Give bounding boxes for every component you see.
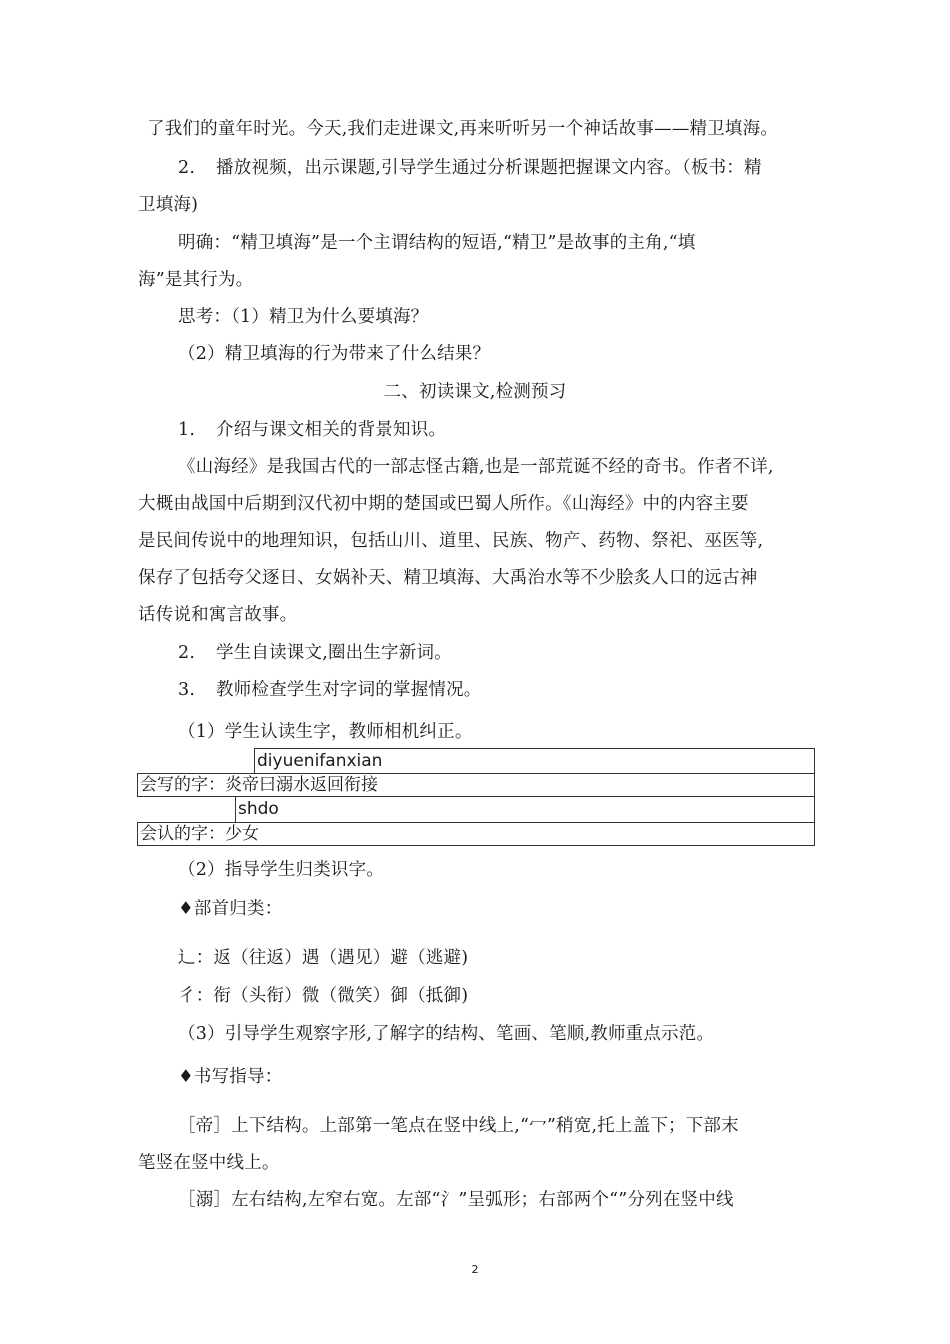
text-line: 思考：（1）精卫为什么要填海？	[178, 307, 429, 327]
list-text: 学生自读课文,圈出生字新词。	[216, 643, 452, 663]
text-line: 明确：“精卫填海”是一个主谓结构的短语,“精卫”是故事的主角,“填	[178, 233, 696, 253]
text-line: 大概由战国中后期到汉代初中期的楚国或巴蜀人所作。《山海经》中的内容主要	[138, 494, 749, 514]
text-line: （2）精卫填海的行为带来了什么结果？	[178, 344, 491, 364]
text-line: ［帝］上下结构。上部第一笔点在竖中线上,“冖”稍宽,托上盖下；下部末	[178, 1116, 739, 1136]
list-number: 3.	[178, 680, 196, 700]
text-line: 笔竖在竖中线上。	[138, 1153, 280, 1173]
text-line: 海”是其行为。	[138, 270, 254, 290]
subheading: ♦部首归类：	[178, 899, 283, 919]
numbered-line	[178, 642, 452, 664]
text-line: 辶：返（往返）遇（遇见）避（逃避)	[178, 948, 469, 968]
write-chars-text: 会写的字：炎帝曰溺水返回衔接	[140, 775, 378, 795]
list-text: 播放视频，出示课题,引导学生通过分析课题把握课文内容。（板书：精	[216, 158, 762, 178]
text-line: 《山海经》是我国古代的一部志怪古籍,也是一部荒诞不经的奇书。作者不详,	[178, 457, 774, 477]
text-line: ［溺］左右结构,左窄右宽。左部“氵”呈弧形；右部两个“”分列在竖中线	[178, 1190, 734, 1210]
text-line: （2）指导学生归类识字。	[178, 860, 385, 880]
section-heading: 二、初读课文,检测预习	[383, 382, 567, 402]
read-chars-text: 会认的字：少女	[140, 824, 259, 844]
text-line: （1）学生认读生字，教师相机纠正。	[178, 722, 473, 742]
list-text: 教师检查学生对字词的掌握情况。	[216, 680, 482, 700]
pinyin-text: diyuenifanxian	[257, 751, 383, 771]
numbered-line	[178, 419, 446, 441]
numbered-line	[178, 157, 762, 179]
pinyin-text: shdo	[238, 799, 279, 819]
numbered-line	[178, 679, 482, 701]
pinyin-row	[254, 748, 815, 773]
read-chars-row	[137, 822, 815, 846]
subheading: ♦书写指导：	[178, 1067, 283, 1087]
pinyin-row	[235, 797, 815, 822]
list-number: 2.	[178, 158, 196, 178]
text-line: 彳：衔（头衔）微（微笑）御（抵御)	[178, 986, 469, 1006]
page-number: 2	[471, 1263, 479, 1276]
text-line: 话传说和寓言故事。	[138, 605, 298, 625]
list-number: 1.	[178, 420, 196, 440]
text-line: 了我们的童年时光。今天,我们走进课文,再来听听另一个神话故事——精卫填海。	[147, 119, 779, 139]
list-text: 介绍与课文相关的背景知识。	[216, 420, 447, 440]
vocabulary-table	[137, 748, 815, 845]
text-line: 保存了包括夸父逐日、女娲补天、精卫填海、大禹治水等不少脍炙人口的远古神	[138, 568, 758, 588]
text-line: 是民间传说中的地理知识，包括山川、道里、民族、物产、药物、祭祀、巫医等,	[138, 531, 764, 551]
list-number: 2.	[178, 643, 196, 663]
text-line: 卫填海)	[138, 195, 199, 215]
write-chars-row	[137, 773, 815, 797]
text-line: （3）引导学生观察字形,了解字的结构、笔画、笔顺,教师重点示范。	[178, 1024, 715, 1044]
